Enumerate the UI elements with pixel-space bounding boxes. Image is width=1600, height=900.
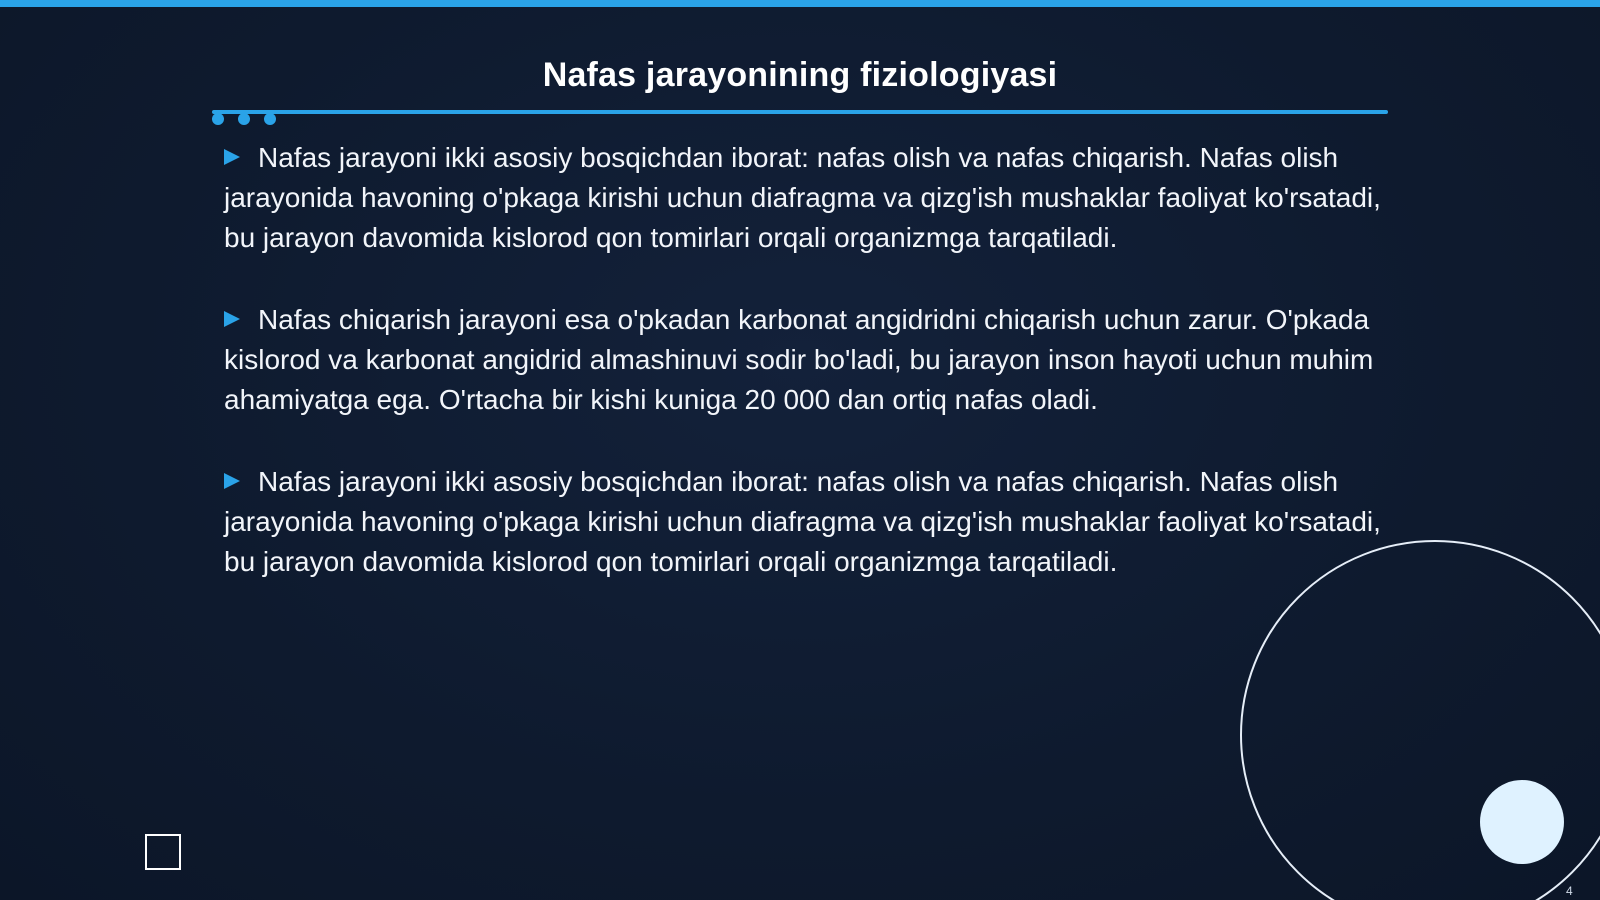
bullet-text: Nafas jarayoni ikki asosiy bosqichdan iborat: nafas olish va nafas chiqarish. Nafas olish jarayonida havoning o'pkaga kirishi uchun diafragma va qizg'ish mushaklar faoliyat ko'rsatadi, bu jarayon davomida kislorod qon tomirlari orqali organizmga tarqatiladi.: [224, 142, 1381, 253]
triangle-right-icon: [224, 473, 240, 489]
bullet-paragraph: [224, 462, 1388, 582]
decor-square-outline: [145, 834, 181, 870]
decor-circle-filled: [1480, 780, 1564, 864]
decor-dot: [212, 113, 224, 125]
decor-dot: [238, 113, 250, 125]
bullet-text: Nafas chiqarish jarayoni esa o'pkadan karbonat angidridni chiqarish uchun zarur. O'pkada kislorod va karbonat angidrid almashinuvi sodir bo'ladi, bu jarayon inson hayoti uchun muhim ahamiyatga ega. O'rtacha bir kishi kuniga 20 000 dan ortiq nafas oladi.: [224, 304, 1374, 415]
bullet-list: [224, 138, 1388, 624]
slide-title: Nafas jarayonining fiziologiyasi: [542, 56, 1058, 94]
top-accent-bar: [0, 0, 1600, 7]
bullet-text: Nafas jarayoni ikki asosiy bosqichdan iborat: nafas olish va nafas chiqarish. Nafas olish jarayonida havoning o'pkaga kirishi uchun diafragma va qizg'ish mushaklar faoliyat ko'rsatadi, bu jarayon davomida kislorod qon tomirlari orqali organizmga tarqatiladi.: [224, 466, 1381, 577]
triangle-right-icon: [224, 311, 240, 327]
title-underline: [212, 110, 1388, 114]
bullet-paragraph: [224, 300, 1388, 420]
decor-dot: [264, 113, 276, 125]
page-number: 4: [1566, 884, 1573, 898]
bullet-paragraph: [224, 138, 1388, 258]
triangle-right-icon: [224, 149, 240, 165]
